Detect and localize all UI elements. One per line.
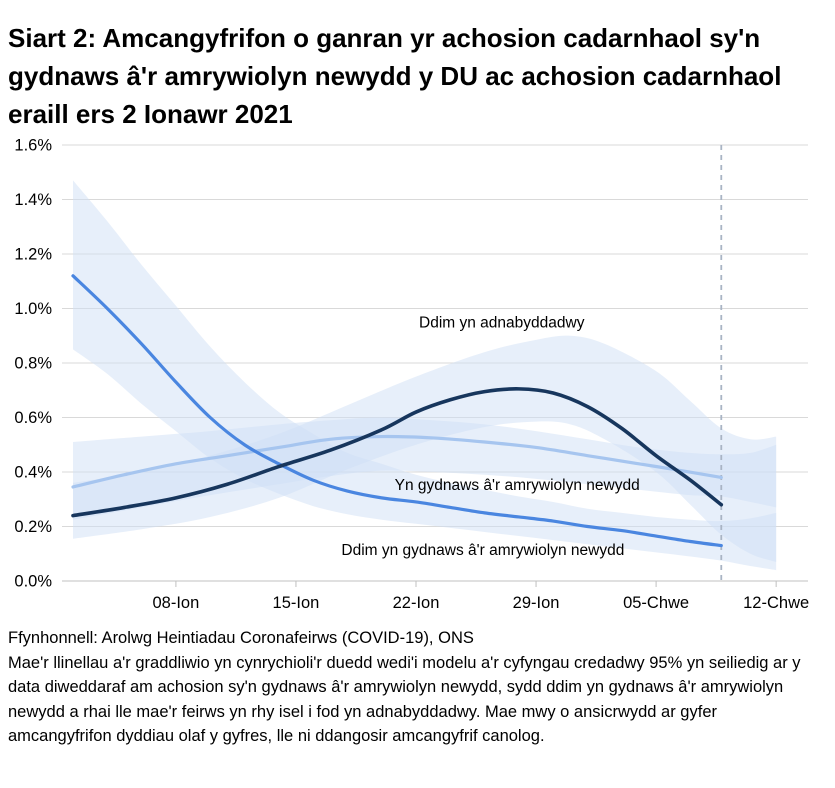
y-tick-label: 0.2% [14,518,52,536]
source-note: Ffynhonnell: Arolwg Heintiadau Coronafeirws (COVID-19), ONS [8,629,474,647]
series-label-ddim-yn-adnabyddadwy: Ddim yn adnabyddadwy [419,314,585,332]
y-tick-label: 0.4% [14,463,52,482]
x-tick-label: 05-Chwe [623,594,690,612]
y-tick-label: 0.0% [14,572,52,591]
y-tick-label: 1.6% [14,136,52,155]
chart-title: Siart 2: Amcangyfrifon o ganran yr achosion cadarnhaol sy'n gydnaws â'r amrywiolyn newydd y DU ac achosion cadarnhaol eraill ers 2 Ionawr 2021 [8,23,782,130]
x-tick-label: 22-Ion [392,594,440,612]
y-tick-label: 1.2% [14,245,52,264]
y-tick-label: 0.8% [14,354,52,373]
x-tick-label: 29-Ion [512,594,560,612]
x-tick-label: 08-Ion [152,594,200,612]
x-tick-label: 12-Chwe [743,594,810,612]
methodology-note: Mae'r llinellau a'r graddliwio yn cynrychioli'r duedd wedi'i modelu a'r cyfyngau credadwy 95% yn seiliedig ar y data diweddaraf am achosion sy'n gydnaws â'r amrywiolyn newydd, sydd ddim yn gydnaws â'r amrywiolyn newydd a rhai lle mae'r feirws yn rhy isel i fod yn adnabyddadwy. Mae mwy o ansicrwydd ar gyfer amcangyfrifon dyddiau olaf y gyfres, lle ni ddangosir amcangyfrif canolog. [8,653,801,746]
series-label-yn-gydnaws: Yn gydnaws â'r amrywiolyn newydd [394,476,640,494]
y-tick-label: 1.4% [14,191,52,209]
y-tick-label: 1.0% [14,300,52,318]
series-label-ddim-yn-gydnaws: Ddim yn gydnaws â'r amrywiolyn newydd [341,542,625,560]
x-tick-label: 15-Ion [272,594,320,612]
chart-footer [8,626,822,749]
y-tick-label: 0.6% [14,409,52,427]
